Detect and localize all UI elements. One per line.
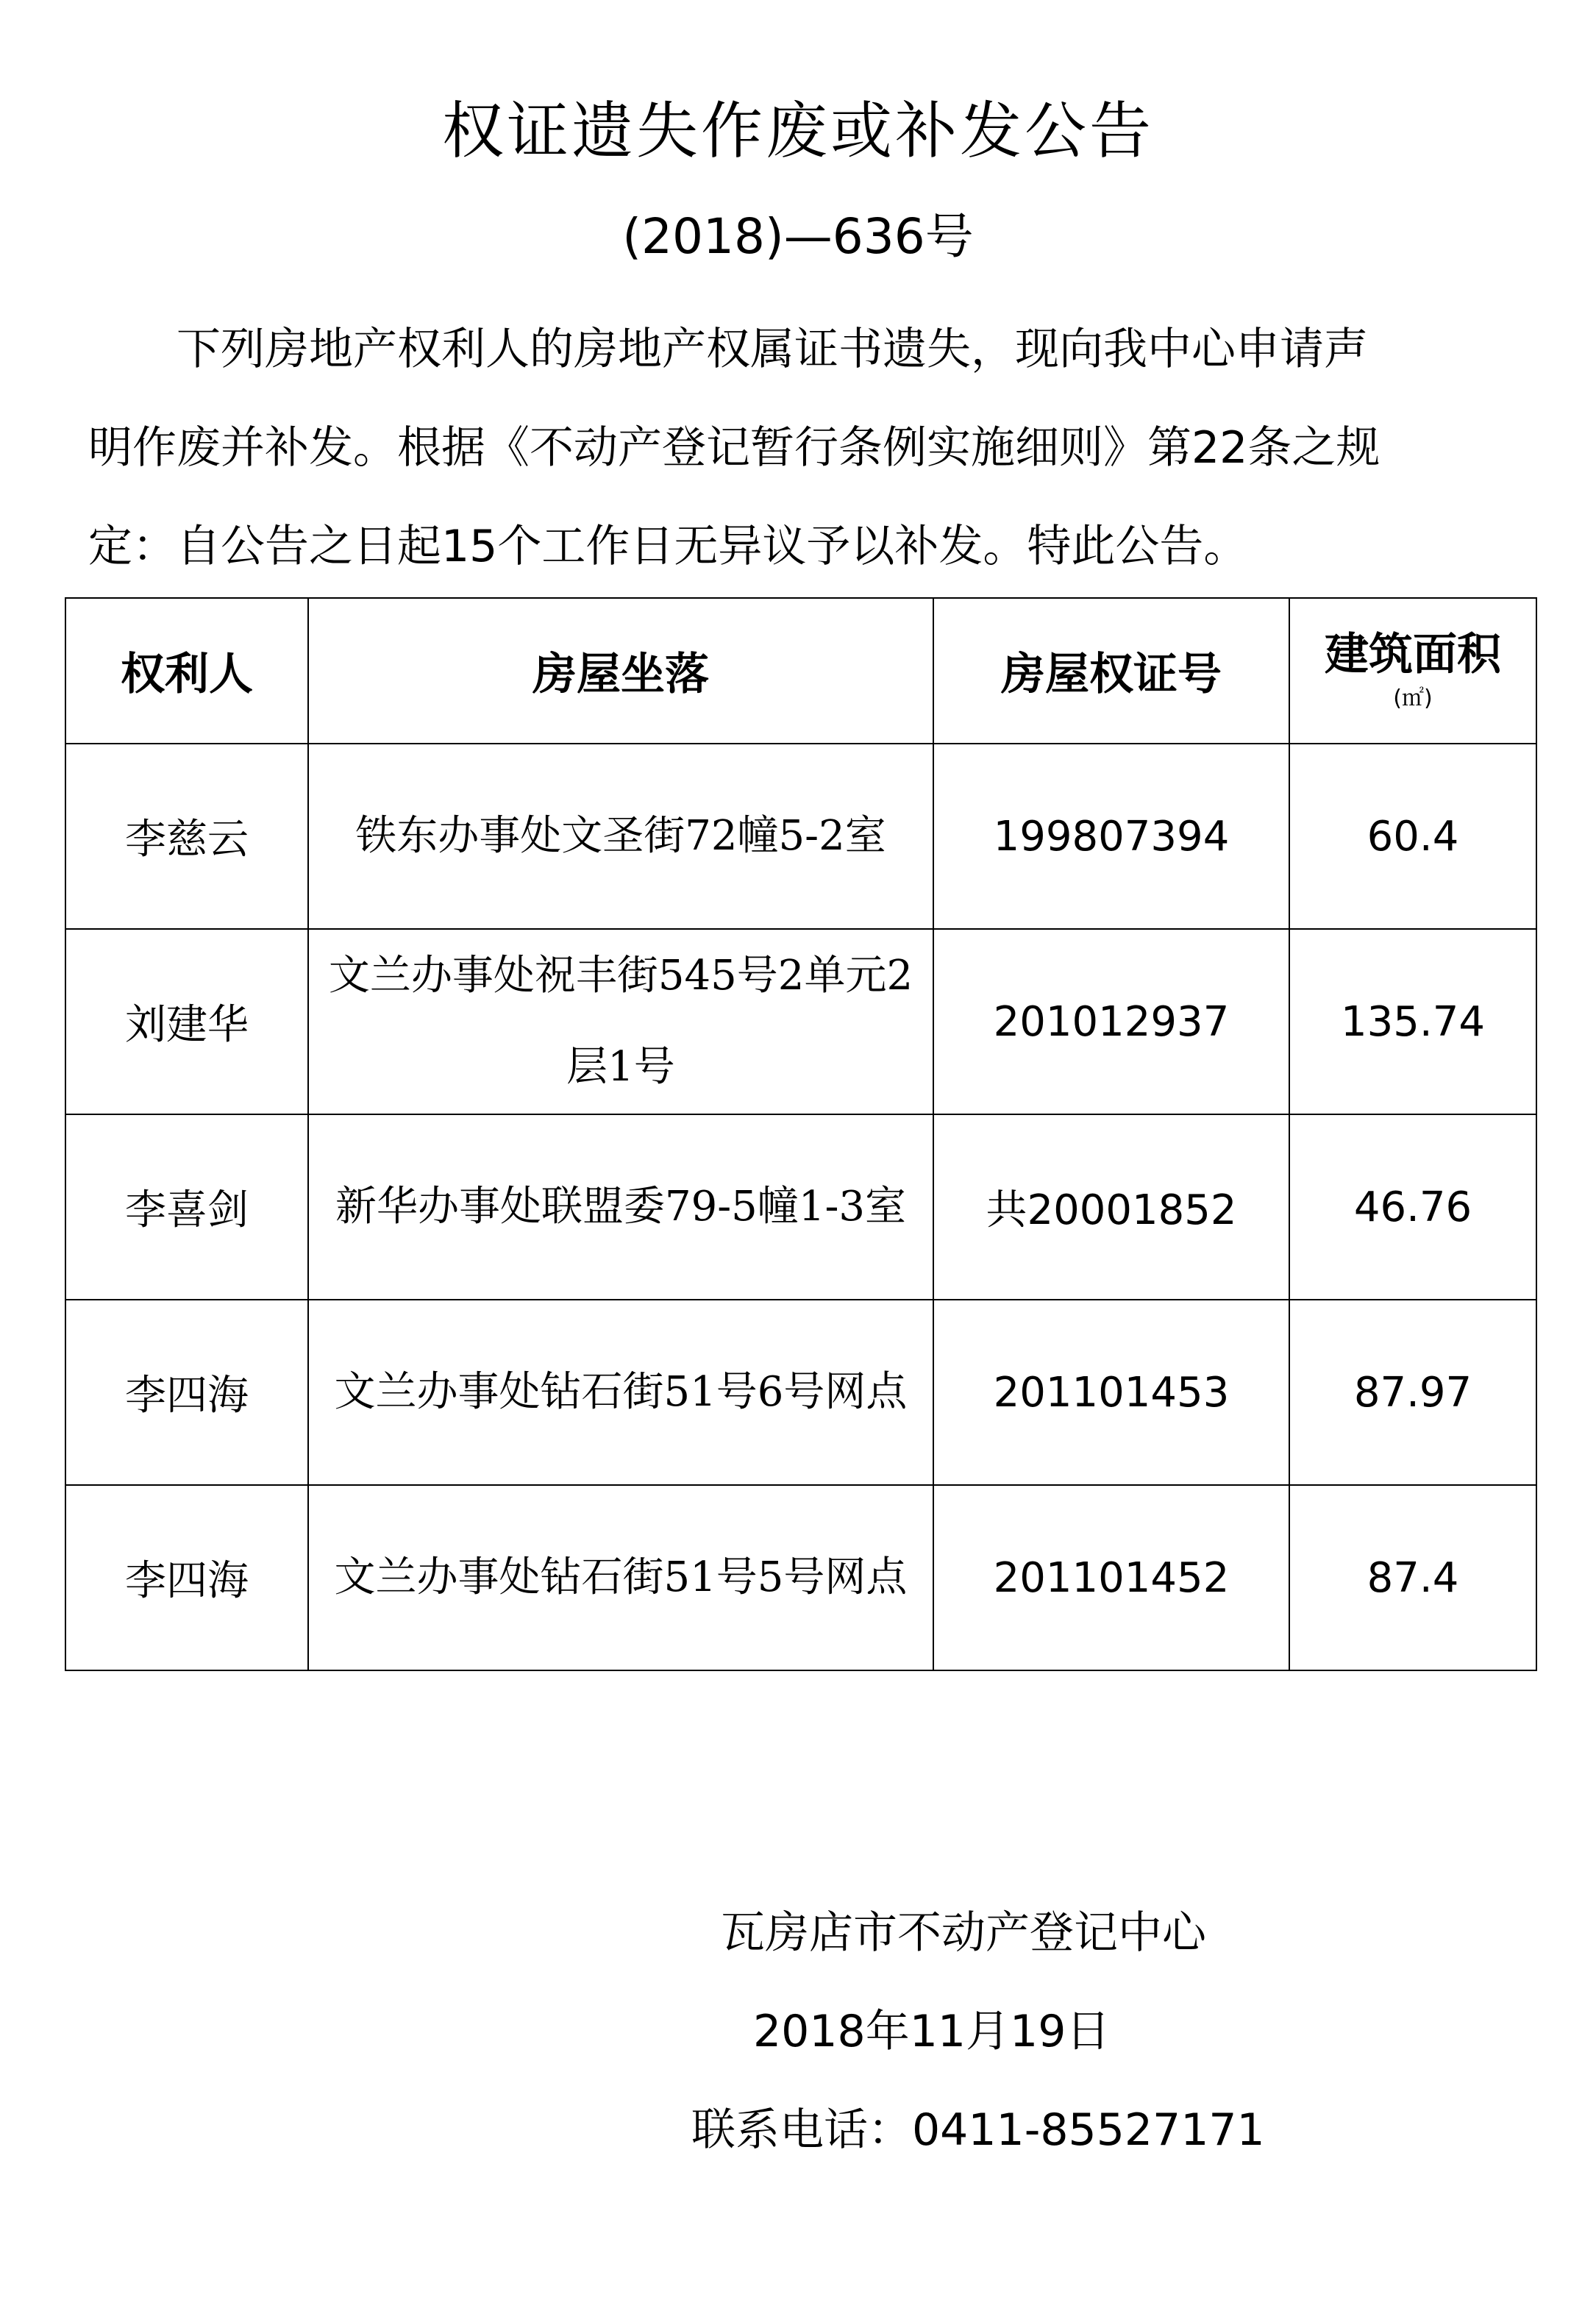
- issuer-name: 瓦房店市不动产登记中心: [721, 1907, 1206, 1959]
- contact-phone: 联系电话：0411-85527171: [691, 2104, 1265, 2156]
- header-location: 房屋坐落: [308, 598, 933, 744]
- table-row: [65, 1114, 1536, 1300]
- header-area-unit: (㎡): [1393, 686, 1433, 711]
- cell-cert-no: 201101452: [933, 1485, 1289, 1670]
- cell-location: 文兰办事处祝丰街545号2单元2层1号: [308, 929, 933, 1114]
- cell-location: 铁东办事处文圣街72幢5-2室: [308, 744, 933, 929]
- cell-owner: 李慈云: [65, 744, 308, 929]
- cell-cert-no: 201012937: [933, 929, 1289, 1114]
- notice-body-line: 明作废并补发。根据《不动产登记暂行条例实施细则》第22条之规: [88, 422, 1381, 474]
- cell-area: 46.76: [1289, 1114, 1536, 1300]
- cell-cert-no: 共20001852: [933, 1114, 1289, 1300]
- notice-number: (2018)—636号: [622, 208, 974, 265]
- records-table: [65, 597, 1537, 1671]
- header-area-label: 建筑面积: [1325, 629, 1501, 680]
- notice-body-line: 下列房地产权利人的房地产权属证书遗失，现向我中心申请声: [177, 324, 1368, 375]
- issue-date: 2018年11月19日: [753, 2006, 1111, 2057]
- table-header-row: [65, 598, 1536, 744]
- cell-cert-no: 199807394: [933, 744, 1289, 929]
- cell-owner: 李四海: [65, 1485, 308, 1670]
- table-row: [65, 744, 1536, 929]
- cell-location: 文兰办事处钻石街51号6号网点: [308, 1300, 933, 1485]
- cell-area: 60.4: [1289, 744, 1536, 929]
- header-owner: 权利人: [65, 598, 308, 744]
- table-row: [65, 1485, 1536, 1670]
- cell-owner: 李四海: [65, 1300, 308, 1485]
- cell-area: 87.97: [1289, 1300, 1536, 1485]
- table-row: [65, 929, 1536, 1114]
- cell-area: 87.4: [1289, 1485, 1536, 1670]
- cell-cert-no: 201101453: [933, 1300, 1289, 1485]
- cell-area: 135.74: [1289, 929, 1536, 1114]
- cell-owner: 李喜剑: [65, 1114, 308, 1300]
- notice-body-line: 定：自公告之日起15个工作日无异议予以补发。特此公告。: [88, 521, 1248, 572]
- notice-title: 权证遗失作废或补发公告: [441, 95, 1154, 167]
- notice-body: [88, 300, 1518, 596]
- cell-owner: 刘建华: [65, 929, 308, 1114]
- cell-location: 新华办事处联盟委79-5幢1-3室: [308, 1114, 933, 1300]
- header-cert-no: 房屋权证号: [933, 598, 1289, 744]
- cell-location: 文兰办事处钻石街51号5号网点: [308, 1485, 933, 1670]
- table-row: [65, 1300, 1536, 1485]
- header-area: [1289, 598, 1536, 744]
